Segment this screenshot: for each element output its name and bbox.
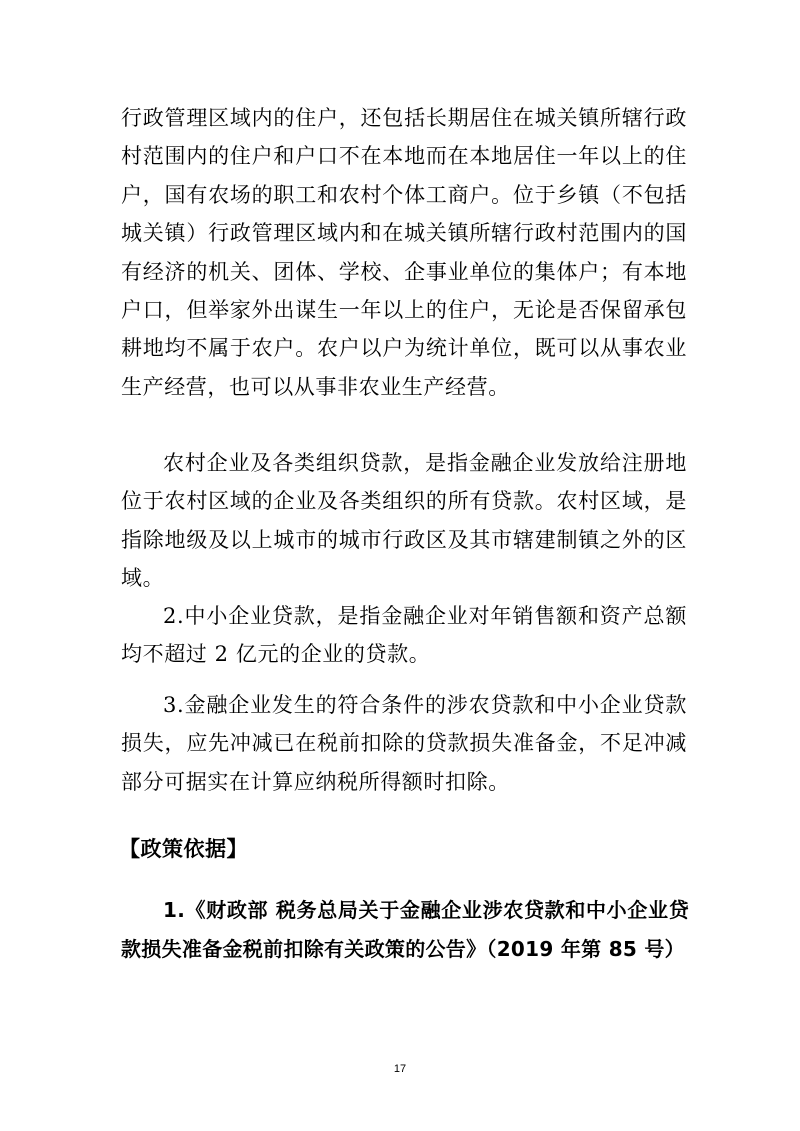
policy-basis-item: 1.《财政部 税务总局关于金融企业涉农贷款和中小企业贷款损失准备金税前扣除有关政策的公告》（2019 年第 85 号） (121, 898, 689, 961)
section-heading-policy-basis: 【政策依据】 (119, 837, 248, 861)
paragraph-loan-loss-deduction: 3.金融企业发生的符合条件的涉农贷款和中小企业贷款损失，应先冲减已在税前扣除的贷款损失准备金，不足冲减部分可据实在计算应纳税所得额时扣除。 (121, 693, 687, 794)
paragraph-rural-enterprise-loans: 农村企业及各类组织贷款，是指金融企业发放给注册地位于农村区域的企业及各类组织的所有贷款。农村区域，是指除地级及以上城市的城市行政区及其市辖建制镇之外的区域。 (121, 451, 687, 591)
page-number: 17 (393, 1063, 407, 1075)
paragraph-sme-loans: 2.中小企业贷款，是指金融企业对年销售额和资产总额均不超过 2 亿元的企业的贷款。 (121, 604, 687, 667)
paragraph-rural-household-definition: 行政管理区域内的住户，还包括长期居住在城关镇所辖行政村范围内的住户和户口不在本地而在本地居住一年以上的住户，国有农场的职工和农村个体工商户。位于乡镇（不包括城关镇）行政管理区域内和在城关镇所辖行政村范围内的国有经济的机关、团体、学校、企事业单位的集体户；有本地户口，但举家外出谋生一年以上的住户，无论是否保留承包耕地均不属于农户。农户以户为统计单位，既可以从事农业生产经营，也可以从事非农业生产经营。 (121, 106, 687, 399)
